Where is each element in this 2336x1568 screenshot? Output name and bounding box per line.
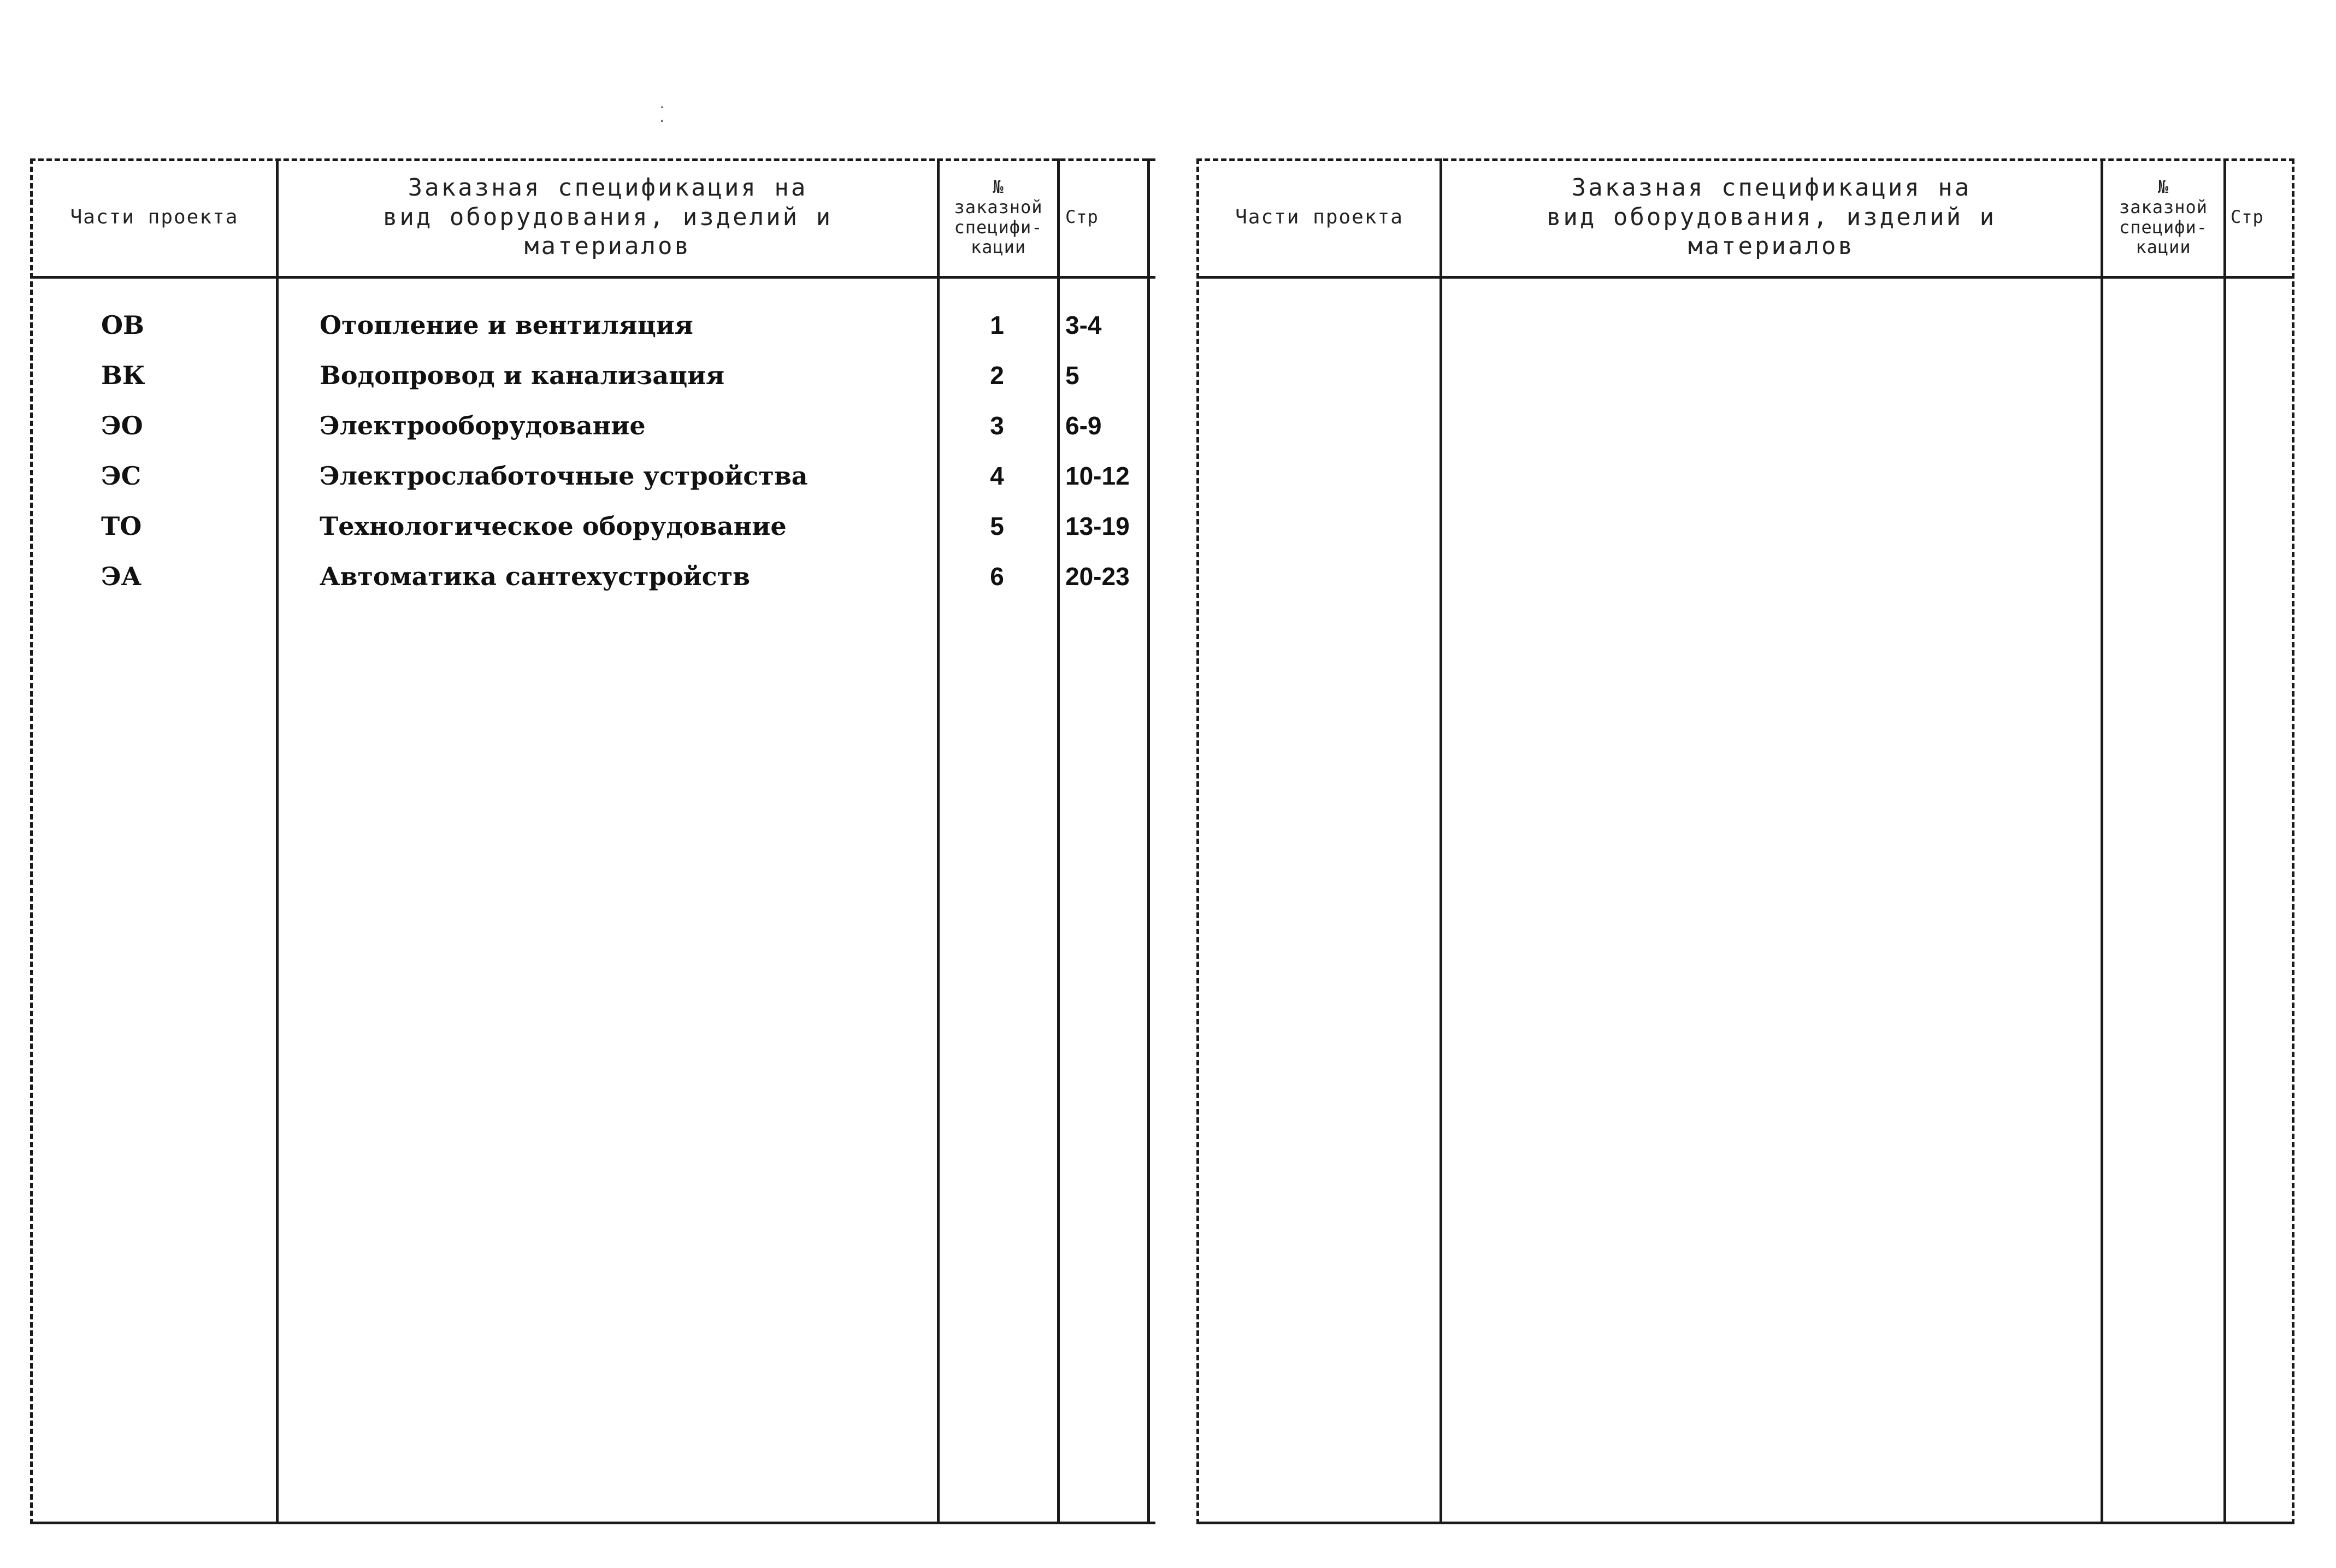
row-spec-number: 6 bbox=[990, 562, 1004, 591]
row-page-range: 20-23 bbox=[1065, 562, 1130, 591]
row-spec-name: Водопровод и канализация bbox=[320, 361, 725, 390]
row-spec-number: 5 bbox=[990, 512, 1004, 540]
row-part-code: ЭО bbox=[101, 411, 143, 440]
header-spec-number: № заказной специфи- кации bbox=[954, 176, 1043, 258]
row-spec-name: Технологическое оборудование bbox=[320, 511, 787, 541]
header-spec-number: № заказной специфи- кации bbox=[2119, 176, 2208, 258]
col-divider-3 bbox=[1057, 158, 1060, 1524]
col-divider-2 bbox=[2101, 158, 2103, 1524]
row-part-code: ЭС bbox=[101, 461, 141, 491]
row-part-code: ВК bbox=[101, 361, 145, 390]
header-spec: Заказная спецификация на вид оборудования, изделий и материалов bbox=[1546, 173, 1997, 261]
header-part: Части проекта bbox=[70, 205, 239, 228]
row-spec-name: Отопление и вентиляция bbox=[320, 310, 693, 340]
right-spec-table bbox=[1196, 158, 2294, 1524]
table-top-border bbox=[30, 158, 1155, 161]
row-spec-name: Электрооборудование bbox=[320, 411, 646, 440]
row-part-code: ОВ bbox=[101, 310, 144, 340]
row-spec-number: 2 bbox=[990, 361, 1004, 390]
row-spec-name: Автоматика сантехустройств bbox=[320, 562, 751, 591]
table-bottom-border bbox=[1196, 1522, 2294, 1524]
row-part-code: ТО bbox=[101, 511, 142, 541]
row-spec-name: Электрослаботочные устройства bbox=[320, 461, 808, 491]
header-page: Стр bbox=[1065, 207, 1099, 228]
header-bottom-border bbox=[30, 276, 1155, 279]
col-divider-3 bbox=[2223, 158, 2226, 1524]
left-spec-table bbox=[30, 158, 1155, 1524]
col-divider-1 bbox=[276, 158, 279, 1524]
table-right-border bbox=[2292, 158, 2294, 1524]
row-page-range: 5 bbox=[1065, 361, 1079, 390]
row-spec-number: 4 bbox=[990, 462, 1004, 490]
row-page-range: 3-4 bbox=[1065, 311, 1102, 339]
col-divider-1 bbox=[1440, 158, 1442, 1524]
header-part: Части проекта bbox=[1235, 205, 1403, 228]
table-left-border bbox=[1196, 158, 1199, 1524]
table-left-border bbox=[30, 158, 33, 1524]
row-page-range: 13-19 bbox=[1065, 512, 1130, 540]
table-top-border bbox=[1196, 158, 2294, 161]
col-divider-2 bbox=[937, 158, 940, 1524]
row-spec-number: 3 bbox=[990, 411, 1004, 440]
header-bottom-border bbox=[1196, 276, 2294, 279]
row-part-code: ЭА bbox=[101, 562, 142, 591]
table-bottom-border bbox=[30, 1522, 1155, 1524]
stray-mark: · · bbox=[658, 101, 666, 128]
header-page: Стр bbox=[2231, 207, 2264, 228]
row-page-range: 10-12 bbox=[1065, 462, 1130, 490]
header-spec: Заказная спецификация на вид оборудования, изделий и материалов bbox=[382, 173, 833, 261]
row-page-range: 6-9 bbox=[1065, 411, 1102, 440]
row-spec-number: 1 bbox=[990, 311, 1004, 339]
